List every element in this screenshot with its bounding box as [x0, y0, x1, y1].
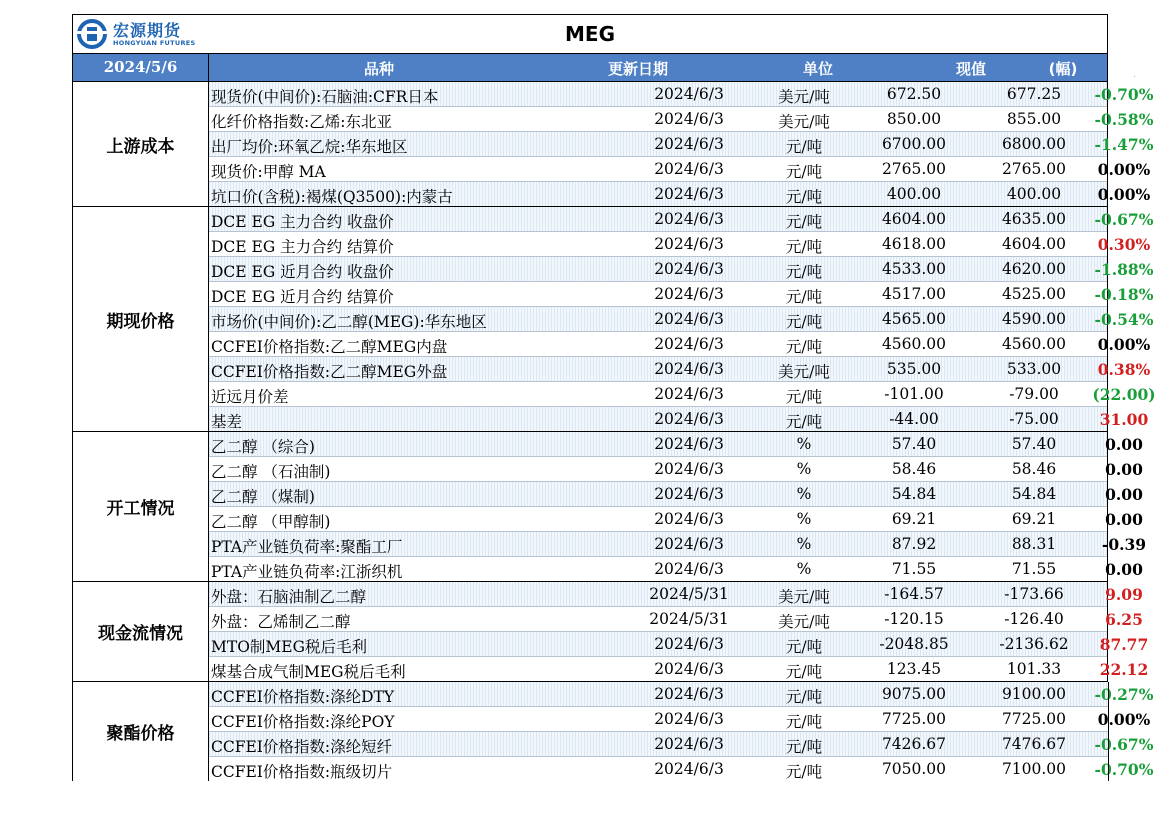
row-previous-value: 71.55	[891, 560, 937, 578]
row-previous-value: 4517.00	[881, 285, 947, 303]
table-body	[72, 82, 1156, 781]
row-variety: 外盘：石脑油制乙二醇	[211, 588, 367, 606]
row-update-date: 2024/6/3	[654, 635, 724, 653]
row-update-date: 2024/6/3	[654, 360, 724, 378]
row-unit: 美元/吨	[778, 113, 830, 131]
row-change: 0.00	[1105, 435, 1143, 454]
row-variety: DCE EG 近月合约 收盘价	[211, 263, 394, 281]
table-row	[209, 107, 1154, 132]
row-update-date: 2024/6/3	[654, 210, 724, 228]
row-unit: 元/吨	[785, 338, 823, 356]
row-variety: PTA产业链负荷率:聚酯工厂	[211, 538, 403, 556]
table-row	[209, 632, 1149, 657]
row-variety: 基差	[211, 413, 243, 431]
row-variety: CCFEI价格指数:涤纶POY	[211, 713, 395, 731]
section-2	[72, 432, 1147, 582]
row-change: 0.30%	[1097, 235, 1151, 254]
row-update-date: 2024/6/3	[654, 285, 724, 303]
row-update-date: 2024/6/3	[654, 185, 724, 203]
row-previous-value: 4618.00	[881, 235, 947, 253]
section-label: 聚酯价格	[73, 682, 209, 781]
row-current-value: 6800.00	[1001, 135, 1067, 153]
row-update-date: 2024/6/3	[654, 310, 724, 328]
row-unit: 元/吨	[785, 713, 823, 731]
row-change: -1.88%	[1094, 260, 1154, 279]
row-variety: 乙二醇 （综合)	[211, 438, 315, 456]
row-previous-value: 54.84	[891, 485, 937, 503]
section-label: 开工情况	[73, 432, 209, 581]
row-previous-value: 4560.00	[881, 335, 947, 353]
row-variety: 乙二醇 （煤制)	[211, 488, 315, 506]
table-row	[209, 757, 1154, 781]
row-change: -0.58%	[1094, 110, 1154, 129]
section-1	[72, 207, 1156, 432]
row-unit: %	[796, 510, 812, 528]
row-variety: CCFEI价格指数:乙二醇MEG外盘	[211, 363, 448, 381]
table-row	[209, 182, 1151, 206]
row-current-value: 4525.00	[1001, 285, 1067, 303]
row-variety: MTO制MEG税后毛利	[211, 638, 367, 656]
row-variety: CCFEI价格指数:乙二醇MEG内盘	[211, 338, 448, 356]
row-unit: 元/吨	[785, 413, 823, 431]
row-previous-value: -120.15	[884, 610, 944, 628]
row-previous-value: 69.21	[891, 510, 937, 528]
header-report-date: 2024/5/6	[103, 58, 178, 76]
row-unit: %	[796, 560, 812, 578]
table-row	[209, 582, 1143, 607]
row-unit: %	[796, 460, 812, 478]
row-previous-value: -2048.85	[879, 635, 949, 653]
table-row	[209, 257, 1154, 282]
row-change: 0.38%	[1097, 360, 1151, 379]
row-variety: 市场价(中间价):乙二醇(MEG):华东地区	[211, 313, 487, 331]
row-previous-value: -44.00	[889, 410, 939, 428]
section-label: 现金流情况	[73, 582, 209, 681]
section-4	[72, 682, 1154, 781]
table-row	[209, 507, 1143, 532]
row-change: 87.77	[1099, 635, 1149, 654]
row-unit: 元/吨	[785, 163, 823, 181]
row-change: 0.00%	[1097, 160, 1151, 179]
row-current-value: 533.00	[1006, 360, 1062, 378]
table-row	[209, 357, 1151, 382]
row-update-date: 2024/6/3	[654, 135, 724, 153]
table-row	[209, 132, 1154, 157]
row-change: -1.47%	[1094, 135, 1154, 154]
header-now-value: 现值	[955, 60, 986, 78]
table-row	[209, 332, 1151, 357]
row-change: -0.67%	[1094, 210, 1154, 229]
row-unit: %	[796, 485, 812, 503]
row-change: 22.12	[1099, 660, 1149, 679]
row-current-value: 71.55	[1011, 560, 1057, 578]
row-update-date: 2024/6/3	[654, 685, 724, 703]
row-update-date: 2024/6/3	[654, 485, 724, 503]
row-variety: 煤基合成气制MEG税后毛利	[211, 663, 406, 681]
table-row	[209, 232, 1151, 257]
table-row	[209, 307, 1154, 332]
row-current-value: 57.40	[1011, 435, 1057, 453]
row-previous-value: 7725.00	[881, 710, 947, 728]
row-variety: 化纤价格指数:乙烯:东北亚	[211, 113, 392, 131]
row-update-date: 2024/6/3	[654, 735, 724, 753]
row-previous-value: 58.46	[891, 460, 937, 478]
row-previous-value: 535.00	[886, 360, 942, 378]
row-variety: DCE EG 近月合约 结算价	[211, 288, 394, 306]
row-variety: 坑口价(含税):褐煤(Q3500):内蒙古	[211, 188, 453, 206]
row-change: -0.70%	[1094, 85, 1154, 104]
table-header	[72, 53, 1108, 82]
logo-english-name: HONGYUAN FUTURES	[113, 39, 196, 47]
section-0	[72, 82, 1154, 207]
row-update-date: 2024/6/3	[654, 260, 724, 278]
row-update-date: 2024/6/3	[654, 660, 724, 678]
row-previous-value: 6700.00	[881, 135, 947, 153]
row-current-value: -173.66	[1004, 585, 1064, 603]
row-current-value: 7476.67	[1001, 735, 1067, 753]
row-change: -0.70%	[1094, 760, 1154, 779]
row-current-value: 4635.00	[1001, 210, 1067, 228]
row-current-value: 58.46	[1011, 460, 1057, 478]
section-3	[72, 582, 1149, 682]
row-variety: PTA产业链负荷率:江浙织机	[211, 563, 403, 581]
row-previous-value: 9075.00	[881, 685, 947, 703]
row-current-value: 855.00	[1006, 110, 1062, 128]
row-change: -0.27%	[1094, 685, 1154, 704]
row-change: 31.00	[1099, 410, 1149, 429]
row-current-value: 54.84	[1011, 485, 1057, 503]
row-update-date: 2024/6/3	[654, 160, 724, 178]
row-change: -0.18%	[1094, 285, 1154, 304]
row-update-date: 2024/6/3	[654, 85, 724, 103]
row-previous-value: 87.92	[891, 535, 937, 553]
row-change: (22.00)	[1092, 385, 1156, 404]
row-variety: 乙二醇 （甲醇制)	[211, 513, 331, 531]
row-previous-value: 7426.67	[881, 735, 947, 753]
table-row	[209, 682, 1154, 707]
section-label: 期现价格	[73, 207, 209, 431]
row-current-value: 4560.00	[1001, 335, 1067, 353]
row-current-value: 2765.00	[1001, 160, 1067, 178]
row-unit: 元/吨	[785, 188, 823, 206]
row-previous-value: 4604.00	[881, 210, 947, 228]
row-current-value: 677.25	[1006, 85, 1062, 103]
row-change: 0.00	[1105, 560, 1143, 579]
row-update-date: 2024/5/31	[649, 585, 729, 603]
header-amplitude: (幅)	[1048, 60, 1078, 78]
row-change: 9.09	[1105, 585, 1143, 604]
row-current-value: -75.00	[1009, 410, 1059, 428]
row-previous-value: 123.45	[886, 660, 942, 678]
table-row	[209, 657, 1149, 681]
header-variety: 品种	[363, 60, 394, 78]
row-change: 0.00	[1105, 510, 1143, 529]
stray-mark: ·	[1133, 72, 1137, 83]
row-variety: CCFEI价格指数:涤纶DTY	[211, 688, 395, 706]
row-variety: 出厂均价:环氧乙烷:华东地区	[211, 138, 408, 156]
row-previous-value: 4533.00	[881, 260, 947, 278]
row-current-value: 400.00	[1006, 185, 1062, 203]
row-variety: 现货价:甲醇 MA	[211, 163, 326, 181]
row-change: 0.00%	[1097, 185, 1151, 204]
row-change: 0.00	[1105, 460, 1143, 479]
row-update-date: 2024/6/3	[654, 110, 724, 128]
row-previous-value: -164.57	[884, 585, 944, 603]
header-unit: 单位	[802, 60, 833, 78]
row-unit: 元/吨	[785, 388, 823, 406]
section-label: 上游成本	[73, 82, 209, 206]
row-variety: 乙二醇 （石油制)	[211, 463, 331, 481]
row-current-value: -2136.62	[999, 635, 1069, 653]
row-previous-value: 2765.00	[881, 160, 947, 178]
row-update-date: 2024/6/3	[654, 235, 724, 253]
row-previous-value: 400.00	[886, 185, 942, 203]
table-row	[209, 557, 1143, 581]
page-title: MEG	[565, 22, 615, 46]
row-update-date: 2024/6/3	[654, 535, 724, 553]
row-previous-value: 850.00	[886, 110, 942, 128]
row-previous-value: 672.50	[886, 85, 942, 103]
row-unit: 元/吨	[785, 263, 823, 281]
row-change: -0.39	[1101, 535, 1147, 554]
row-update-date: 2024/6/3	[654, 510, 724, 528]
row-unit: 元/吨	[785, 138, 823, 156]
table-row	[209, 732, 1154, 757]
right-border	[1108, 682, 1109, 781]
row-unit: %	[796, 435, 812, 453]
table-row	[209, 82, 1154, 107]
row-update-date: 2024/6/3	[654, 710, 724, 728]
row-unit: 元/吨	[785, 738, 823, 756]
row-current-value: 7100.00	[1001, 760, 1067, 778]
row-update-date: 2024/6/3	[654, 335, 724, 353]
row-change: 6.25	[1105, 610, 1143, 629]
row-unit: 元/吨	[785, 313, 823, 331]
row-change: 0.00	[1105, 485, 1143, 504]
row-unit: 美元/吨	[778, 588, 830, 606]
row-unit: 元/吨	[785, 663, 823, 681]
row-current-value: -126.40	[1004, 610, 1064, 628]
row-unit: %	[796, 535, 812, 553]
row-update-date: 2024/6/3	[654, 460, 724, 478]
row-unit: 元/吨	[785, 213, 823, 231]
meg-report-sheet	[72, 14, 1156, 781]
row-current-value: 4604.00	[1001, 235, 1067, 253]
row-current-value: 4590.00	[1001, 310, 1067, 328]
row-update-date: 2024/6/3	[654, 385, 724, 403]
row-update-date: 2024/5/31	[649, 610, 729, 628]
row-previous-value: 4565.00	[881, 310, 947, 328]
row-update-date: 2024/6/3	[654, 435, 724, 453]
row-change: 0.00%	[1097, 710, 1151, 729]
row-previous-value: 57.40	[891, 435, 937, 453]
table-row	[209, 282, 1154, 307]
table-row	[209, 532, 1147, 557]
table-row	[209, 432, 1143, 457]
header-update-date: 更新日期	[607, 60, 668, 78]
row-change: 0.00%	[1097, 335, 1151, 354]
logo-chinese-name: 宏源期货	[113, 21, 182, 40]
row-variety: DCE EG 主力合约 结算价	[211, 238, 394, 256]
row-unit: 美元/吨	[778, 88, 830, 106]
row-unit: 元/吨	[785, 238, 823, 256]
row-current-value: 9100.00	[1001, 685, 1067, 703]
table-row	[209, 707, 1151, 732]
table-row	[209, 407, 1149, 431]
row-current-value: 69.21	[1011, 510, 1057, 528]
table-row	[209, 157, 1151, 182]
row-change: -0.67%	[1094, 735, 1154, 754]
row-variety: 外盘：乙烯制乙二醇	[211, 613, 351, 631]
row-current-value: -79.00	[1009, 385, 1059, 403]
row-current-value: 7725.00	[1001, 710, 1067, 728]
row-unit: 元/吨	[785, 688, 823, 706]
row-variety: 近远月价差	[211, 388, 289, 406]
row-current-value: 88.31	[1011, 535, 1057, 553]
row-variety: CCFEI价格指数:瓶级切片	[211, 763, 393, 781]
row-unit: 元/吨	[785, 763, 823, 781]
table-row	[209, 457, 1143, 482]
row-variety: CCFEI价格指数:涤纶短纤	[211, 738, 393, 756]
row-change: -0.54%	[1094, 310, 1154, 329]
title-row	[72, 14, 1108, 53]
row-variety: DCE EG 主力合约 收盘价	[211, 213, 394, 231]
row-variety: 现货价(中间价):石脑油:CFR日本	[211, 88, 439, 106]
row-unit: 元/吨	[785, 288, 823, 306]
row-update-date: 2024/6/3	[654, 410, 724, 428]
row-current-value: 101.33	[1006, 660, 1062, 678]
row-previous-value: 7050.00	[881, 760, 947, 778]
row-unit: 美元/吨	[778, 363, 830, 381]
table-row	[209, 607, 1143, 632]
table-row	[209, 482, 1143, 507]
row-unit: 元/吨	[785, 638, 823, 656]
table-row	[209, 207, 1154, 232]
row-unit: 美元/吨	[778, 613, 830, 631]
row-previous-value: -101.00	[884, 385, 944, 403]
row-update-date: 2024/6/3	[654, 760, 724, 778]
table-row	[209, 382, 1156, 407]
row-current-value: 4620.00	[1001, 260, 1067, 278]
row-update-date: 2024/6/3	[654, 560, 724, 578]
